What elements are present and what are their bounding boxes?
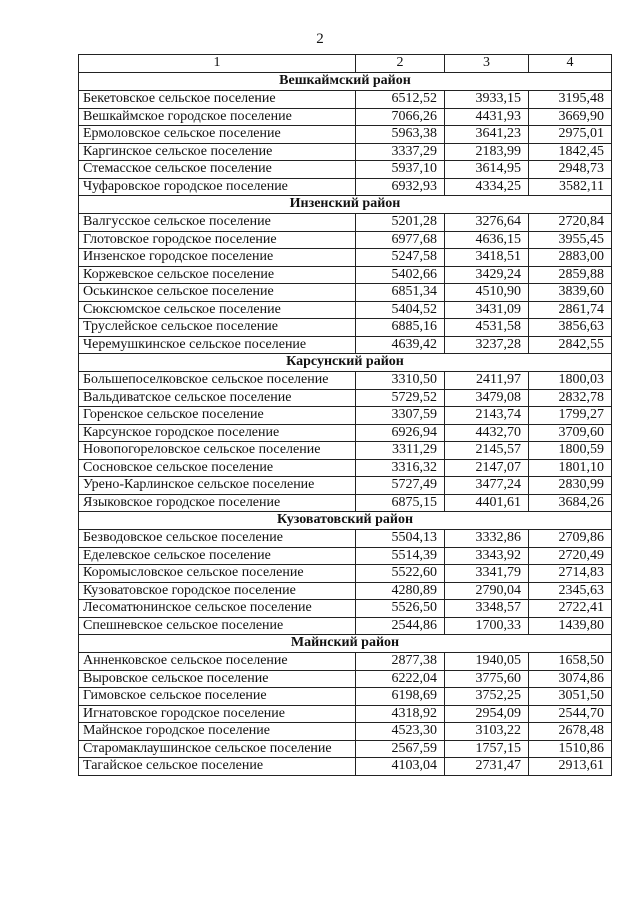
column-header-3: 3 bbox=[445, 55, 529, 73]
settlement-name-cell: Еделевское сельское поселение bbox=[79, 547, 356, 565]
settlement-name-cell: Каргинское сельское поселение bbox=[79, 143, 356, 161]
settlement-name-cell: Карсунское городское поселение bbox=[79, 424, 356, 442]
table-row bbox=[79, 600, 612, 618]
table-row bbox=[79, 477, 612, 495]
value-cell-col4: 2861,74 bbox=[529, 301, 612, 319]
value-cell-col2: 7066,26 bbox=[356, 108, 445, 126]
district-row bbox=[79, 196, 612, 214]
table-row bbox=[79, 530, 612, 548]
value-cell-col4: 3684,26 bbox=[529, 494, 612, 512]
value-cell-col3: 2147,07 bbox=[445, 459, 529, 477]
table-row bbox=[79, 688, 612, 706]
settlement-name-cell: Инзенское городское поселение bbox=[79, 249, 356, 267]
value-cell-col2: 6512,52 bbox=[356, 91, 445, 109]
value-cell-col2: 4103,04 bbox=[356, 758, 445, 776]
value-cell-col2: 5937,10 bbox=[356, 161, 445, 179]
value-cell-col3: 2731,47 bbox=[445, 758, 529, 776]
district-name: Инзенский район bbox=[79, 196, 612, 214]
settlement-name-cell: Коржевское сельское поселение bbox=[79, 266, 356, 284]
settlement-name-cell: Сюксюмское сельское поселение bbox=[79, 301, 356, 319]
table-row bbox=[79, 91, 612, 109]
table-row bbox=[79, 389, 612, 407]
settlement-name-cell: Языковское городское поселение bbox=[79, 494, 356, 512]
settlement-name-cell: Оськинское сельское поселение bbox=[79, 284, 356, 302]
value-cell-col3: 3752,25 bbox=[445, 688, 529, 706]
table-body bbox=[79, 73, 612, 776]
value-cell-col2: 4639,42 bbox=[356, 336, 445, 354]
value-cell-col2: 4523,30 bbox=[356, 723, 445, 741]
settlement-name-cell: Валгусское сельское поселение bbox=[79, 214, 356, 232]
settlement-name-cell: Чуфаровское городское поселение bbox=[79, 178, 356, 196]
table-row bbox=[79, 143, 612, 161]
table-row bbox=[79, 617, 612, 635]
value-cell-col3: 4531,58 bbox=[445, 319, 529, 337]
settlement-name-cell: Горенское сельское поселение bbox=[79, 407, 356, 425]
value-cell-col2: 5504,13 bbox=[356, 530, 445, 548]
value-cell-col4: 1439,80 bbox=[529, 617, 612, 635]
value-cell-col2: 5247,58 bbox=[356, 249, 445, 267]
value-cell-col4: 2678,48 bbox=[529, 723, 612, 741]
value-cell-col3: 2411,97 bbox=[445, 372, 529, 390]
table-row bbox=[79, 565, 612, 583]
settlement-name-cell: Игнатовское городское поселение bbox=[79, 705, 356, 723]
value-cell-col3: 3341,79 bbox=[445, 565, 529, 583]
table-row bbox=[79, 723, 612, 741]
value-cell-col2: 3311,29 bbox=[356, 442, 445, 460]
value-cell-col4: 2720,84 bbox=[529, 214, 612, 232]
district-row bbox=[79, 512, 612, 530]
value-cell-col2: 5201,28 bbox=[356, 214, 445, 232]
value-cell-col3: 3276,64 bbox=[445, 214, 529, 232]
settlement-name-cell: Сосновское сельское поселение bbox=[79, 459, 356, 477]
value-cell-col4: 1801,10 bbox=[529, 459, 612, 477]
table-row bbox=[79, 108, 612, 126]
value-cell-col2: 6875,15 bbox=[356, 494, 445, 512]
value-cell-col2: 3337,29 bbox=[356, 143, 445, 161]
value-cell-col4: 1800,59 bbox=[529, 442, 612, 460]
value-cell-col2: 6851,34 bbox=[356, 284, 445, 302]
settlement-name-cell: Ермоловское сельское поселение bbox=[79, 126, 356, 144]
table-row bbox=[79, 284, 612, 302]
district-name: Вешкаймский район bbox=[79, 73, 612, 91]
value-cell-col2: 6926,94 bbox=[356, 424, 445, 442]
value-cell-col4: 1800,03 bbox=[529, 372, 612, 390]
value-cell-col2: 3307,59 bbox=[356, 407, 445, 425]
value-cell-col4: 2709,86 bbox=[529, 530, 612, 548]
value-cell-col2: 4280,89 bbox=[356, 582, 445, 600]
value-cell-col3: 4432,70 bbox=[445, 424, 529, 442]
value-cell-col4: 2883,00 bbox=[529, 249, 612, 267]
value-cell-col4: 2842,55 bbox=[529, 336, 612, 354]
value-cell-col2: 6885,16 bbox=[356, 319, 445, 337]
value-cell-col4: 3955,45 bbox=[529, 231, 612, 249]
value-cell-col2: 5522,60 bbox=[356, 565, 445, 583]
value-cell-col3: 3103,22 bbox=[445, 723, 529, 741]
value-cell-col4: 2859,88 bbox=[529, 266, 612, 284]
value-cell-col2: 5963,38 bbox=[356, 126, 445, 144]
value-cell-col3: 3332,86 bbox=[445, 530, 529, 548]
district-row bbox=[79, 635, 612, 653]
table-row bbox=[79, 178, 612, 196]
table-row bbox=[79, 249, 612, 267]
table-row bbox=[79, 161, 612, 179]
value-cell-col3: 3641,23 bbox=[445, 126, 529, 144]
value-cell-col4: 3074,86 bbox=[529, 670, 612, 688]
value-cell-col4: 3051,50 bbox=[529, 688, 612, 706]
settlement-name-cell: Черемушкинское сельское поселение bbox=[79, 336, 356, 354]
value-cell-col4: 1799,27 bbox=[529, 407, 612, 425]
table-row bbox=[79, 740, 612, 758]
value-cell-col3: 2145,57 bbox=[445, 442, 529, 460]
settlements-table bbox=[78, 54, 612, 776]
table-row bbox=[79, 301, 612, 319]
table-row bbox=[79, 758, 612, 776]
settlement-name-cell: Лесоматюнинское сельское поселение bbox=[79, 600, 356, 618]
column-header-4: 4 bbox=[529, 55, 612, 73]
settlement-name-cell: Бекетовское сельское поселение bbox=[79, 91, 356, 109]
value-cell-col2: 6198,69 bbox=[356, 688, 445, 706]
value-cell-col4: 2345,63 bbox=[529, 582, 612, 600]
value-cell-col2: 5402,66 bbox=[356, 266, 445, 284]
table-row bbox=[79, 670, 612, 688]
settlement-name-cell: Вешкаймское городское поселение bbox=[79, 108, 356, 126]
value-cell-col3: 4510,90 bbox=[445, 284, 529, 302]
value-cell-col3: 2183,99 bbox=[445, 143, 529, 161]
settlement-name-cell: Большепоселковское сельское поселение bbox=[79, 372, 356, 390]
value-cell-col3: 3614,95 bbox=[445, 161, 529, 179]
value-cell-col3: 2143,74 bbox=[445, 407, 529, 425]
district-name: Майнский район bbox=[79, 635, 612, 653]
district-row bbox=[79, 73, 612, 91]
value-cell-col2: 5729,52 bbox=[356, 389, 445, 407]
value-cell-col3: 4636,15 bbox=[445, 231, 529, 249]
value-cell-col4: 2913,61 bbox=[529, 758, 612, 776]
value-cell-col2: 4318,92 bbox=[356, 705, 445, 723]
settlement-name-cell: Коромысловское сельское поселение bbox=[79, 565, 356, 583]
value-cell-col2: 6932,93 bbox=[356, 178, 445, 196]
value-cell-col3: 4334,25 bbox=[445, 178, 529, 196]
value-cell-col4: 1842,45 bbox=[529, 143, 612, 161]
value-cell-col4: 3839,60 bbox=[529, 284, 612, 302]
value-cell-col3: 3775,60 bbox=[445, 670, 529, 688]
column-header-1: 1 bbox=[79, 55, 356, 73]
value-cell-col2: 5526,50 bbox=[356, 600, 445, 618]
table-row bbox=[79, 424, 612, 442]
settlement-name-cell: Новопогореловское сельское поселение bbox=[79, 442, 356, 460]
value-cell-col2: 3310,50 bbox=[356, 372, 445, 390]
value-cell-col4: 2948,73 bbox=[529, 161, 612, 179]
value-cell-col2: 5727,49 bbox=[356, 477, 445, 495]
value-cell-col3: 3431,09 bbox=[445, 301, 529, 319]
settlement-name-cell: Старомаклаушинское сельское поселение bbox=[79, 740, 356, 758]
settlement-name-cell: Урено-Карлинское сельское поселение bbox=[79, 477, 356, 495]
value-cell-col3: 2954,09 bbox=[445, 705, 529, 723]
value-cell-col4: 2722,41 bbox=[529, 600, 612, 618]
district-name: Карсунский район bbox=[79, 354, 612, 372]
value-cell-col2: 5514,39 bbox=[356, 547, 445, 565]
value-cell-col4: 1658,50 bbox=[529, 653, 612, 671]
table-row bbox=[79, 459, 612, 477]
table-row bbox=[79, 442, 612, 460]
value-cell-col3: 3933,15 bbox=[445, 91, 529, 109]
value-cell-col4: 3669,90 bbox=[529, 108, 612, 126]
value-cell-col3: 1757,15 bbox=[445, 740, 529, 758]
value-cell-col4: 3195,48 bbox=[529, 91, 612, 109]
value-cell-col2: 2877,38 bbox=[356, 653, 445, 671]
value-cell-col4: 3709,60 bbox=[529, 424, 612, 442]
table-row bbox=[79, 407, 612, 425]
table-row bbox=[79, 372, 612, 390]
value-cell-col2: 5404,52 bbox=[356, 301, 445, 319]
value-cell-col4: 2830,99 bbox=[529, 477, 612, 495]
value-cell-col2: 6222,04 bbox=[356, 670, 445, 688]
table-row bbox=[79, 214, 612, 232]
value-cell-col4: 2720,49 bbox=[529, 547, 612, 565]
value-cell-col4: 3856,63 bbox=[529, 319, 612, 337]
settlement-name-cell: Глотовское городское поселение bbox=[79, 231, 356, 249]
district-row bbox=[79, 354, 612, 372]
settlement-name-cell: Стемасское сельское поселение bbox=[79, 161, 356, 179]
settlement-name-cell: Гимовское сельское поселение bbox=[79, 688, 356, 706]
table-row bbox=[79, 547, 612, 565]
value-cell-col3: 3429,24 bbox=[445, 266, 529, 284]
value-cell-col3: 3348,57 bbox=[445, 600, 529, 618]
value-cell-col3: 1940,05 bbox=[445, 653, 529, 671]
value-cell-col3: 3479,08 bbox=[445, 389, 529, 407]
settlement-name-cell: Безводовское сельское поселение bbox=[79, 530, 356, 548]
value-cell-col3: 3418,51 bbox=[445, 249, 529, 267]
value-cell-col4: 1510,86 bbox=[529, 740, 612, 758]
table-row bbox=[79, 705, 612, 723]
settlement-name-cell: Труслейское сельское поселение bbox=[79, 319, 356, 337]
table-row bbox=[79, 336, 612, 354]
settlement-name-cell: Спешневское сельское поселение bbox=[79, 617, 356, 635]
value-cell-col3: 2790,04 bbox=[445, 582, 529, 600]
value-cell-col3: 1700,33 bbox=[445, 617, 529, 635]
table-header-row bbox=[79, 55, 612, 73]
settlement-name-cell: Кузоватовское городское поселение bbox=[79, 582, 356, 600]
column-header-2: 2 bbox=[356, 55, 445, 73]
table-row bbox=[79, 231, 612, 249]
value-cell-col4: 2714,83 bbox=[529, 565, 612, 583]
value-cell-col3: 3343,92 bbox=[445, 547, 529, 565]
settlement-name-cell: Майнское городское поселение bbox=[79, 723, 356, 741]
value-cell-col4: 2832,78 bbox=[529, 389, 612, 407]
value-cell-col2: 3316,32 bbox=[356, 459, 445, 477]
value-cell-col3: 3477,24 bbox=[445, 477, 529, 495]
value-cell-col4: 2975,01 bbox=[529, 126, 612, 144]
settlement-name-cell: Выровское сельское поселение bbox=[79, 670, 356, 688]
table-row bbox=[79, 126, 612, 144]
value-cell-col3: 3237,28 bbox=[445, 336, 529, 354]
value-cell-col2: 2544,86 bbox=[356, 617, 445, 635]
value-cell-col2: 2567,59 bbox=[356, 740, 445, 758]
table-row bbox=[79, 319, 612, 337]
settlement-name-cell: Анненковское сельское поселение bbox=[79, 653, 356, 671]
value-cell-col4: 2544,70 bbox=[529, 705, 612, 723]
page-number: 2 bbox=[316, 31, 324, 47]
table-row bbox=[79, 582, 612, 600]
table-row bbox=[79, 653, 612, 671]
table-row bbox=[79, 494, 612, 512]
settlement-name-cell: Тагайское сельское поселение bbox=[79, 758, 356, 776]
value-cell-col2: 6977,68 bbox=[356, 231, 445, 249]
table-row bbox=[79, 266, 612, 284]
district-name: Кузоватовский район bbox=[79, 512, 612, 530]
value-cell-col4: 3582,11 bbox=[529, 178, 612, 196]
value-cell-col3: 4431,93 bbox=[445, 108, 529, 126]
settlement-name-cell: Вальдиватское сельское поселение bbox=[79, 389, 356, 407]
value-cell-col3: 4401,61 bbox=[445, 494, 529, 512]
